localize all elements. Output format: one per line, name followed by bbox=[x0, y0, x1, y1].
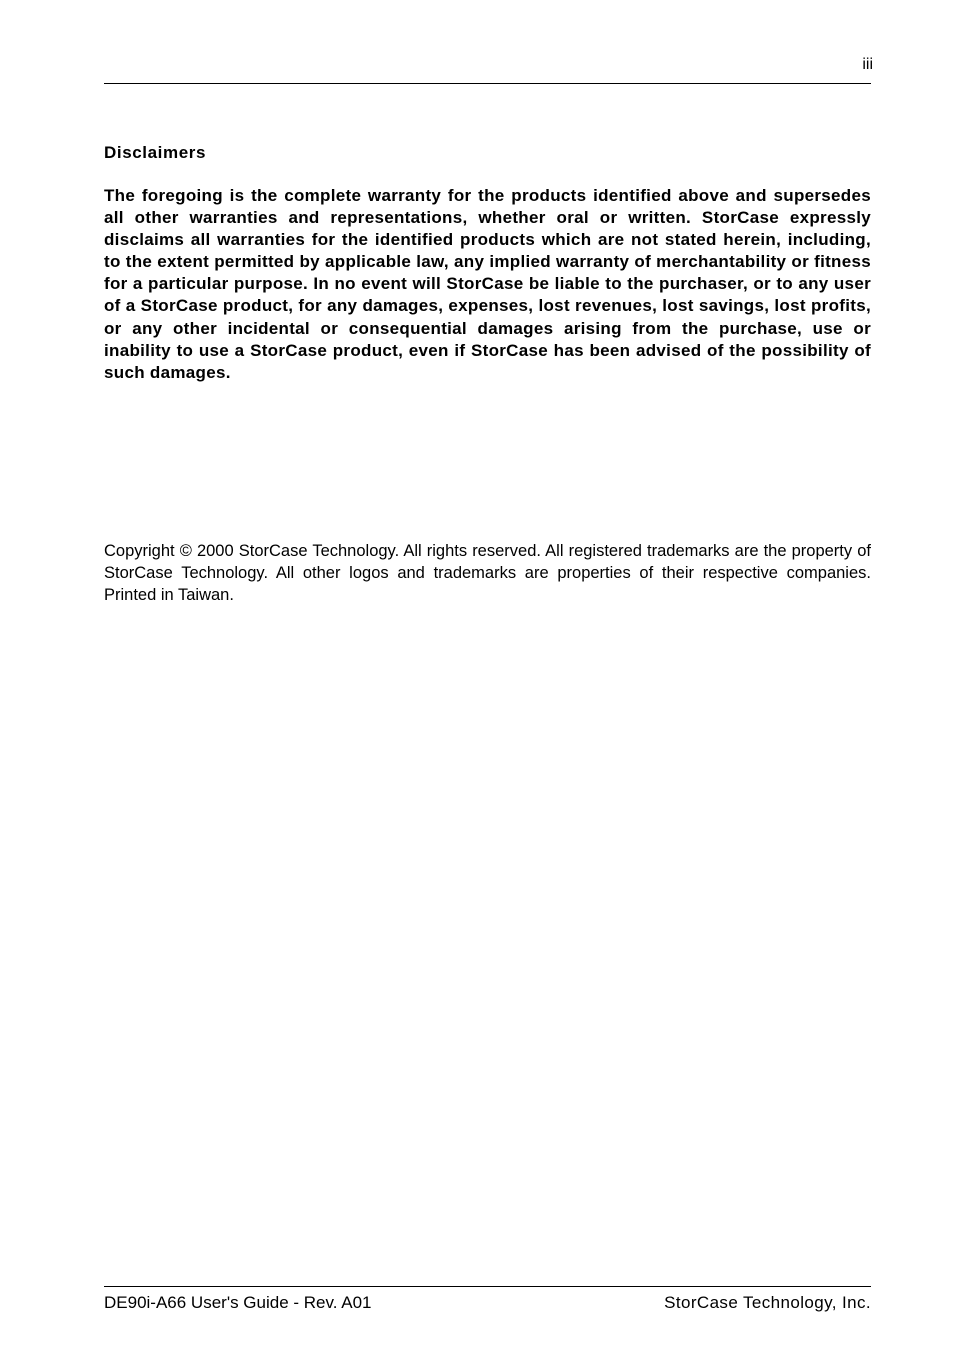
disclaimer-paragraph: The foregoing is the complete warranty for the products identified above and supersedes all other warranties and representations, whether oral or written. StorCase expressly disclaims all warranties for the identified products which are not stated herein, including, to the extent permitted by applicable law, any implied warranty of merchantability or fitness for a particular purpose. In no event will StorCase be liable to the purchaser, or to any user of a StorCase product, for any damages, expenses, lost revenues, lost savings, lost profits, or any other incidental or consequential damages arising from the purchase, use or inability to use a StorCase product, even if StorCase has been advised of the possibility of such damages. bbox=[104, 186, 871, 382]
copyright-paragraph: Copyright © 2000 StorCase Technology. All rights reserved. All registered trademarks are the property of StorCase Technology. All other logos and trademarks are properties of their respective companies. Printed in Taiwan. bbox=[104, 542, 871, 604]
footer-rule bbox=[104, 1286, 871, 1287]
footer-company-name: StorCase Technology, Inc. bbox=[664, 1293, 871, 1312]
disclaimers-heading: Disclaimers bbox=[104, 143, 207, 162]
header-rule bbox=[104, 83, 871, 84]
page-number: iii bbox=[862, 56, 873, 73]
footer-document-title: DE90i-A66 User's Guide - Rev. A01 bbox=[104, 1293, 372, 1312]
